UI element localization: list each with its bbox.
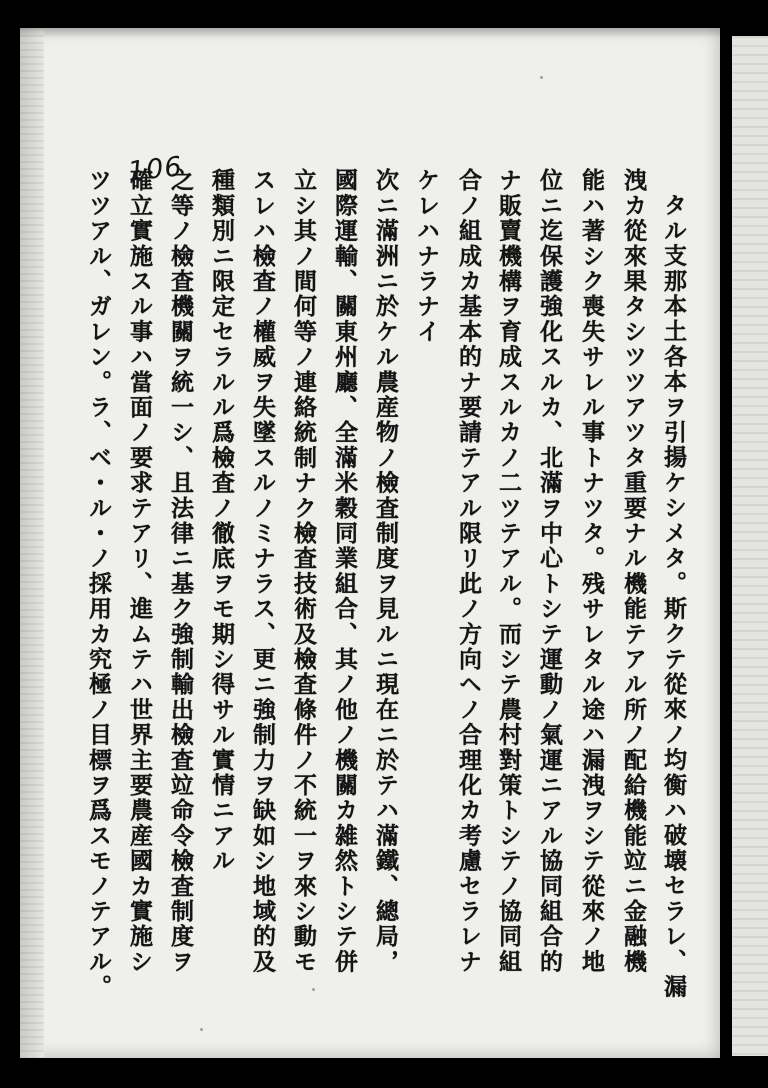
text-body: [20, 168, 720, 1018]
text-line-3: 能ハ著シク喪失サレル事トナツタ。残サレタル途ハ漏洩ヲシテ從來ノ地: [578, 168, 605, 975]
scan-speck: [540, 76, 543, 79]
text-line-1: タル支那本土各本ヲ引揚ケシメタ。斯クテ從來ノ均衡ハ破壊セラレ、漏: [660, 193, 687, 1000]
text-line-11: スレハ檢査ノ權威ヲ失墜スルノミナラス、更ニ強制力ヲ缺如シ地域的及: [249, 168, 276, 975]
text-line-14: 確立實施スル事ハ當面ノ要求テアリ、進ムテハ世界主要農産國カ實施シ: [126, 168, 153, 975]
next-page-edge: [732, 36, 768, 1056]
scanned-page: [20, 28, 720, 1058]
text-line-12: 種類別ニ限定セラルル爲檢査ノ徹底ヲモ期シ得サル實情ニアル: [208, 168, 235, 874]
text-line-6: 合ノ組成カ基本的ナ要請テアル限リ此ノ方向ヘノ合理化カ考慮セラレナ: [455, 168, 482, 975]
text-line-4: 位ニ迄保護強化スルカ、北滿ヲ中心トシテ運動ノ氣運ニアル協同組合的: [536, 168, 563, 975]
page-number: 106: [126, 151, 185, 188]
text-line-10: 立シ其ノ間何等ノ連絡統制ナク檢査技術及檢査條件ノ不統一ヲ來シ動モ: [290, 168, 317, 975]
text-line-9: 國際運輸、關東州廳、全滿米穀同業組合、其ノ他ノ機關カ雑然トシテ併: [331, 168, 358, 975]
text-line-7: ケレハナラナイ: [413, 168, 440, 345]
page-top-shadow: [20, 28, 720, 38]
text-line-5: ナ販賣機構ヲ育成スルカノ二ツテアル。而シテ農村對策トシテノ協同組: [495, 168, 522, 975]
text-line-2: 洩カ從來果タシツツアツタ重要ナル機能テアル所ノ配給機能竝ニ金融機: [620, 168, 647, 975]
text-line-15: ツツアル、ガレン。ラ、ベ・ル・ノ採用カ究極ノ目標ヲ爲スモノテアル。: [85, 168, 112, 1000]
text-line-13: 之等ノ檢査機關ヲ統一シ、且法律ニ基ク強制輸出檢査竝命令檢査制度ヲ: [167, 168, 194, 975]
text-line-8: 次ニ滿洲ニ於ケル農産物ノ檢査制度ヲ見ルニ現在ニ於テハ滿鐵、總局，: [372, 168, 399, 975]
scan-speck: [312, 988, 315, 991]
scan-speck: [200, 1028, 203, 1031]
